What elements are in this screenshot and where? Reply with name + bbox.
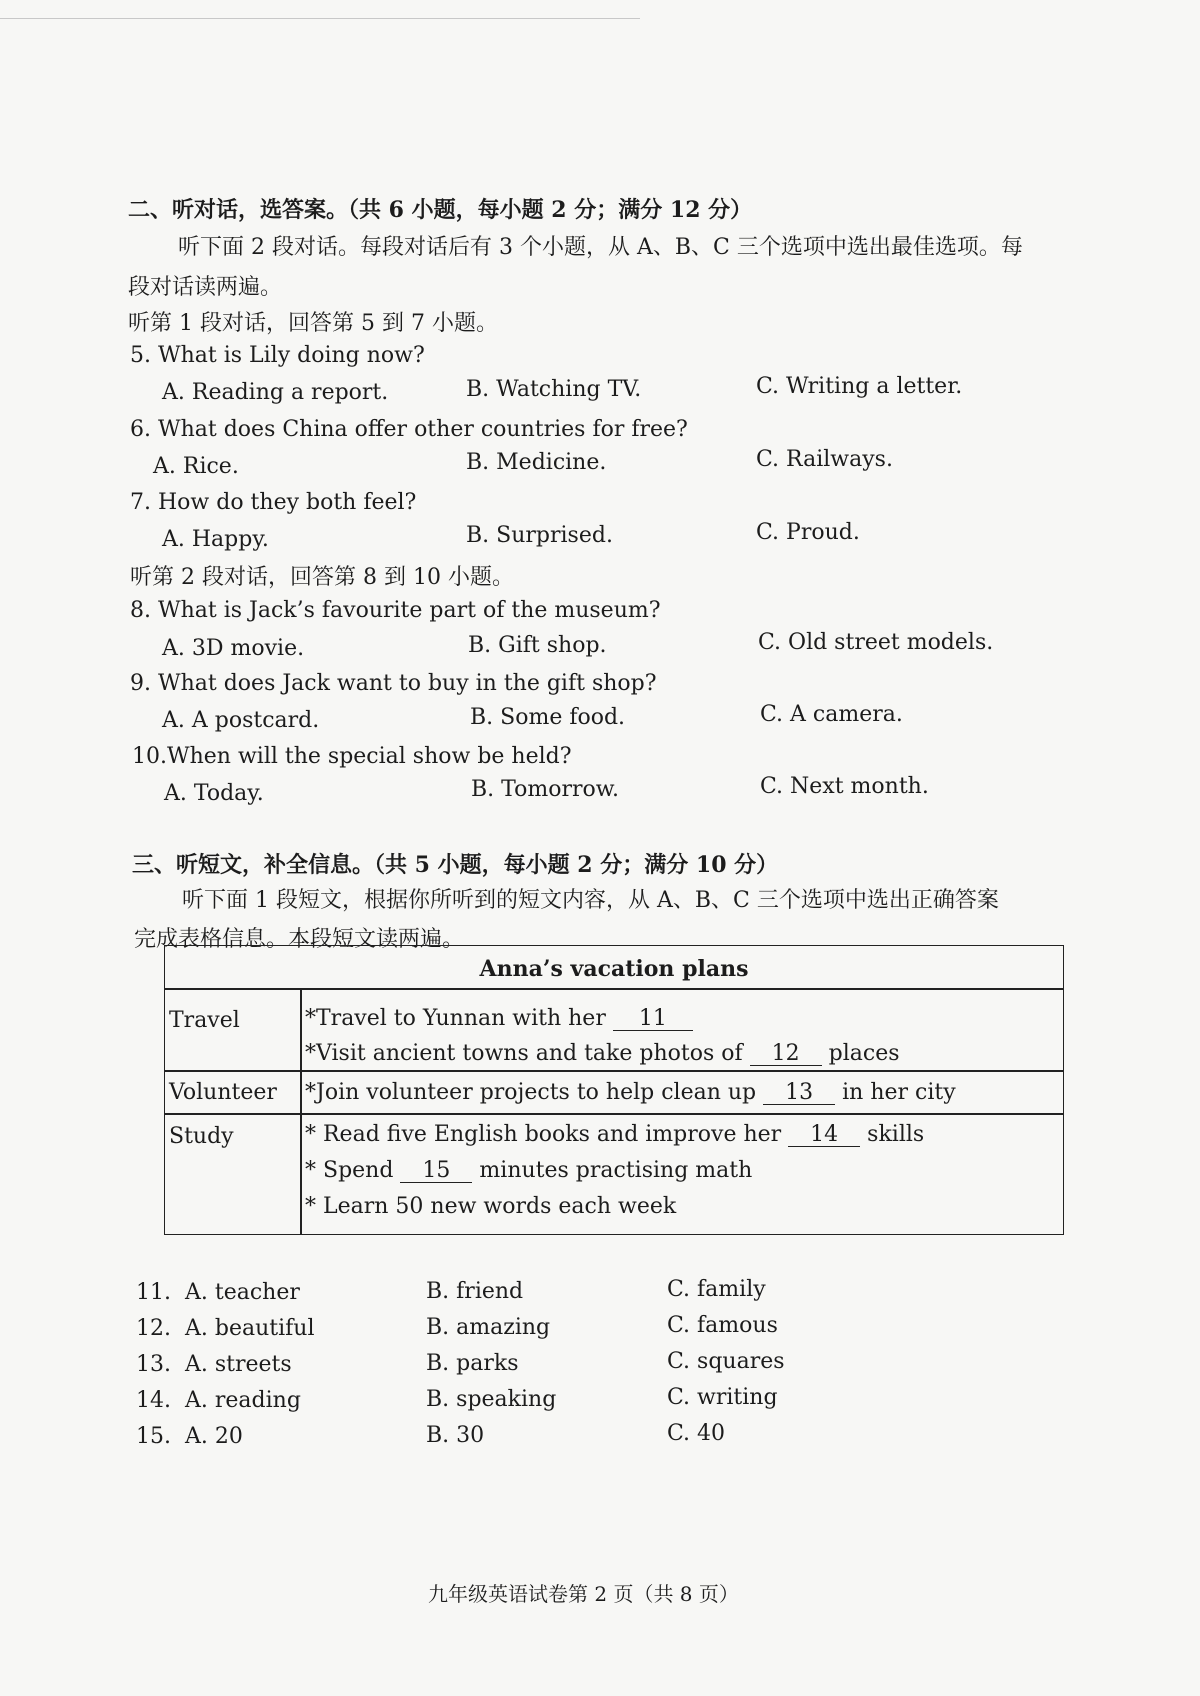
option-row-11: 11. A. teacher [136,1280,300,1305]
q8-option-a: A. 3D movie. [162,636,305,661]
blank-15: 15 [400,1160,472,1183]
blank-14: 14 [788,1124,860,1147]
option-row-15: 15. A. 20 [136,1424,243,1449]
section3-instruction-line1: 听下面 1 段短文，根据你所听到的短文内容，从 A、B、C 三个选项中选出正确答案 [182,888,999,913]
question-7: 7. How do they both feel? [130,490,417,515]
travel-line1: *Travel to Yunnan with her 11 [305,1006,693,1031]
study-line3: * Learn 50 new words each week [305,1194,677,1219]
q12-option-b: B. amazing [426,1315,551,1340]
section2-instruction-line1: 听下面 2 段对话。每段对话后有 3 个小题，从 A、B、C 三个选项中选出最佳选项。每 [178,235,1023,260]
dialogue2-intro: 听第 2 段对话，回答第 8 到 10 小题。 [130,565,514,590]
row-label-study: Study [169,1124,234,1149]
q12-option-c: C. famous [667,1313,778,1338]
question-8: 8. What is Jack’s favourite part of the museum? [130,598,661,623]
q6-option-b: B. Medicine. [466,450,607,475]
study-line2: * Spend 15 minutes practising math [305,1158,753,1183]
blank-12: 12 [750,1043,822,1066]
row-label-volunteer: Volunteer [169,1080,277,1105]
question-6: 6. What does China offer other countries for free? [130,417,688,442]
page-footer: 九年级英语试卷第 2 页（共 8 页） [428,1582,739,1606]
q10-option-b: B. Tomorrow. [471,777,619,802]
q13-option-b: B. parks [426,1351,519,1376]
q8-option-b: B. Gift shop. [468,633,607,658]
section3-heading: 三、听短文，补全信息。（共 5 小题，每小题 2 分；满分 10 分） [132,852,779,878]
question-9: 9. What does Jack want to buy in the gift shop? [130,671,657,696]
blank-11: 11 [613,1008,693,1031]
q7-option-c: C. Proud. [756,520,860,545]
study-line1: * Read five English books and improve her 14 skills [305,1122,925,1147]
q13-option-c: C. squares [667,1349,785,1374]
section2-heading: 二、听对话，选答案。（共 6 小题，每小题 2 分；满分 12 分） [128,197,753,223]
q6-option-a: A. Rice. [153,454,239,479]
q9-option-a: A. A postcard. [162,708,320,733]
q9-option-b: B. Some food. [470,705,626,730]
row-label-travel: Travel [169,1008,240,1033]
q11-option-b: B. friend [426,1279,524,1304]
section3-instruction-line2: 完成表格信息。本段短文读两遍。 [134,927,465,952]
scan-edge-line [0,18,640,19]
q10-option-a: A. Today. [164,781,264,806]
option-row-13: 13. A. streets [136,1352,292,1377]
option-row-12: 12. A. beautiful [136,1316,315,1341]
table-column-divider [300,988,302,1234]
volunteer-line: *Join volunteer projects to help clean up 13 in her city [305,1080,956,1105]
q6-option-c: C. Railways. [756,447,893,472]
vacation-plans-table [164,945,1064,1235]
q10-option-c: C. Next month. [760,774,929,799]
blank-13: 13 [763,1082,835,1105]
table-title: Anna’s vacation plans [479,956,749,982]
q9-option-c: C. A camera. [760,702,903,727]
q7-option-b: B. Surprised. [466,523,613,548]
q14-option-c: C. writing [667,1385,778,1410]
dialogue1-intro: 听第 1 段对话，回答第 5 到 7 小题。 [128,311,498,336]
question-5: 5. What is Lily doing now? [130,343,425,368]
travel-line2: *Visit ancient towns and take photos of 12 places [305,1041,900,1066]
q8-option-c: C. Old street models. [758,630,994,655]
section2-instruction-line2: 段对话读两遍。 [128,275,283,300]
q14-option-b: B. speaking [426,1387,557,1412]
question-10: 10.When will the special show be held? [132,744,572,769]
q15-option-c: C. 40 [667,1421,726,1446]
q15-option-b: B. 30 [426,1423,485,1448]
q5-option-a: A. Reading a report. [162,380,389,405]
q5-option-b: B. Watching TV. [466,377,642,402]
q5-option-c: C. Writing a letter. [756,374,963,399]
q11-option-c: C. family [667,1277,766,1302]
q7-option-a: A. Happy. [162,527,269,552]
option-row-14: 14. A. reading [136,1388,301,1413]
